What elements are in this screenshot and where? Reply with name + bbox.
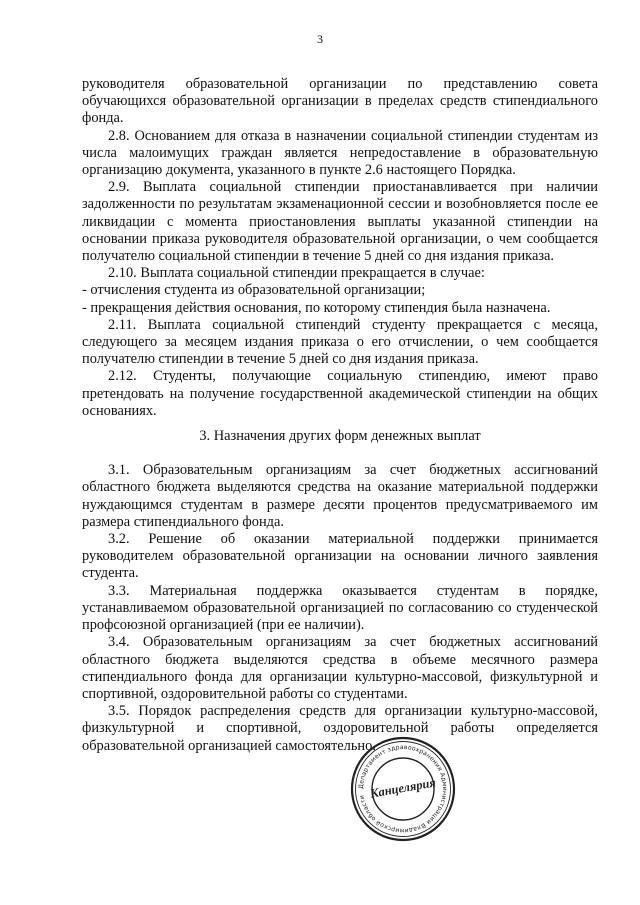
stamp-center-text: Канцелярия [368,775,437,801]
paragraph-3-2: 3.2. Решение об оказании материальной поддержки принимается руководителем образовательной организации на основании личного заявления студента. [82,531,598,582]
office-stamp [349,735,457,843]
paragraph-3-4: 3.4. Образовательным организациям за счет бюджетных ассигнований областного бюджета выделяются средства в объеме месячного размера стипендиального фонда для организации культурно-массовой, физкультурной и спортивной, оздоровительной работы со студентами. [82,634,598,702]
stamp-ring-text: Департамент здравоохранения Администрации Владимирской области [357,743,449,835]
paragraph-2-10: 2.10. Выплата социальной стипендии прекращается в случае: [108,265,485,282]
paragraph-continuation: руководителя образовательной организации по представлению совета обучающихся образовательной организации в пределах средств стипендиального фонда. [82,76,598,127]
section-heading: 3. Назначения других форм денежных выплат [199,428,481,445]
list-item-expulsion: - отчисления студента из образовательной организации; [82,282,426,299]
paragraph-2-8: 2.8. Основанием для отказа в назначении социальной стипендии студентам из числа малоимущих граждан является непредоставление в образовательную организацию документа, указанного в пункте 2.6 настоящего Порядка. [82,127,598,179]
paragraph-3-5: 3.5. Порядок распределения средств для организации культурно-массовой, физкультурной и спортивной, оздоровительной работы определяется образовательной организацией самостоятельно. [82,703,598,754]
page-number: 3 [317,32,323,46]
paragraph-3-3: 3.3. Материальная поддержка оказывается студентам в порядке, устанавливаемом образовательной организацией по согласованию со студенческой профсоюзной организацией (при ее наличии). [82,582,598,634]
list-item-termination: - прекращения действия основания, по которому стипендия была назначена. [82,299,551,316]
paragraph-2-12: 2.12. Студенты, получающие социальную стипендию, имеют право претендовать на получение государственной академической стипендии на общих основаниях. [82,368,598,419]
paragraph-3-1: 3.1. Образовательным организациям за счет бюджетных ассигнований областного бюджета выделяются средства на оказание материальной поддержки нуждающимся студентам в размере десяти процентов предусматриваемого им размера стипендиального фонда. [82,462,598,530]
paragraph-2-9: 2.9. Выплата социальной стипендии приостанавливается при наличии задолженности по результатам экзаменационной сессии и возобновляется после ее ликвидации с момента приостановления выплаты указанной стипендии на основании приказа руководителя образовательной организации, о чем сообщается получателю социальной стипендии в течение 5 дней со дня издания приказа. [82,179,598,265]
document-body [82,76,598,755]
paragraph-2-11: 2.11. Выплата социальной стипендий студенту прекращается с месяца, следующего за месяцем издания приказа о его отчислении, о чем сообщается получателю стипендии в течение 5 дней со дня издания приказа. [82,316,598,368]
